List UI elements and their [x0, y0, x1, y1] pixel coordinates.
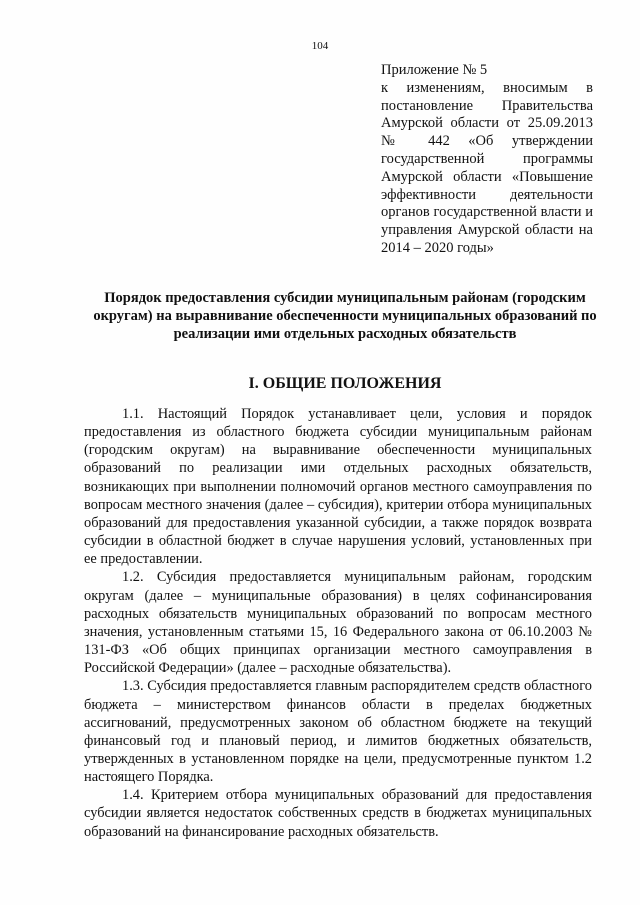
paragraph-1-1: 1.1. Настоящий Порядок устанавливает цели, условия и порядок предоставления из областного бюджета субсидии муниципальным районам (городским округам) на выравнивание обеспеченности муниципальных образований по реализации ими отдельных расходных обязательств, возникающих при выполнении полномочий органов местного самоуправления по вопросам местного значения (далее – субсидия), критерии отбора муниципальных образований для предоставления указанной субсидии, а также порядок возврата субсидии в областной бюджет в случае нарушения условий, установленных при ее предоставлении. — [84, 406, 592, 568]
document-body — [84, 405, 592, 841]
appendix-heading: Приложение № 5 — [381, 62, 488, 78]
appendix-body: к изменениям, вносимым в постановление Правительства Амурской области от 25.09.2013 № 442 «Об утверждении государственной программы Амурской области «Повышение эффективности деятельности органов государственной власти и управления Амурской области на 2014 – 2020 годы» — [381, 79, 593, 256]
paragraph-1-2: 1.2. Субсидия предоставляется муниципальным районам, городским округам (далее – муниципальные образования) в целях софинансирования расходных обязательств муниципальных образований по вопросам местного значения, установленным статьями 15, 16 Федерального закона от 06.10.2003 № 131-ФЗ «Об общих принципах организации местного самоуправления в Российской Федерации» (далее – расходные обязательства). — [84, 569, 592, 677]
paragraph-1-4: 1.4. Критерием отбора муниципальных образований для предоставления субсидии является недостаток собственных средств в бюджетах муниципальных образований на финансирование расходных обязательств. — [84, 787, 592, 840]
document-title: Порядок предоставления субсидии муниципальным районам (городским округам) на выравнивание обеспеченности муниципальных образований по реализации ими отдельных расходных обязательств — [93, 290, 597, 343]
paragraph-1-3: 1.3. Субсидия предоставляется главным распорядителем средств областного бюджета – министерством финансов области в пределах бюджетных ассигнований, предусмотренных законом об областном бюджете на текущий финансовый год и плановый период, и лимитов бюджетных обязательств, утвержденных в установленном порядке на цели, предусмотренные пунктом 1.2 настоящего Порядка. — [84, 678, 592, 786]
section-heading: I. ОБЩИЕ ПОЛОЖЕНИЯ — [248, 375, 442, 392]
appendix-block — [381, 62, 593, 258]
page-number: 104 — [311, 40, 329, 52]
